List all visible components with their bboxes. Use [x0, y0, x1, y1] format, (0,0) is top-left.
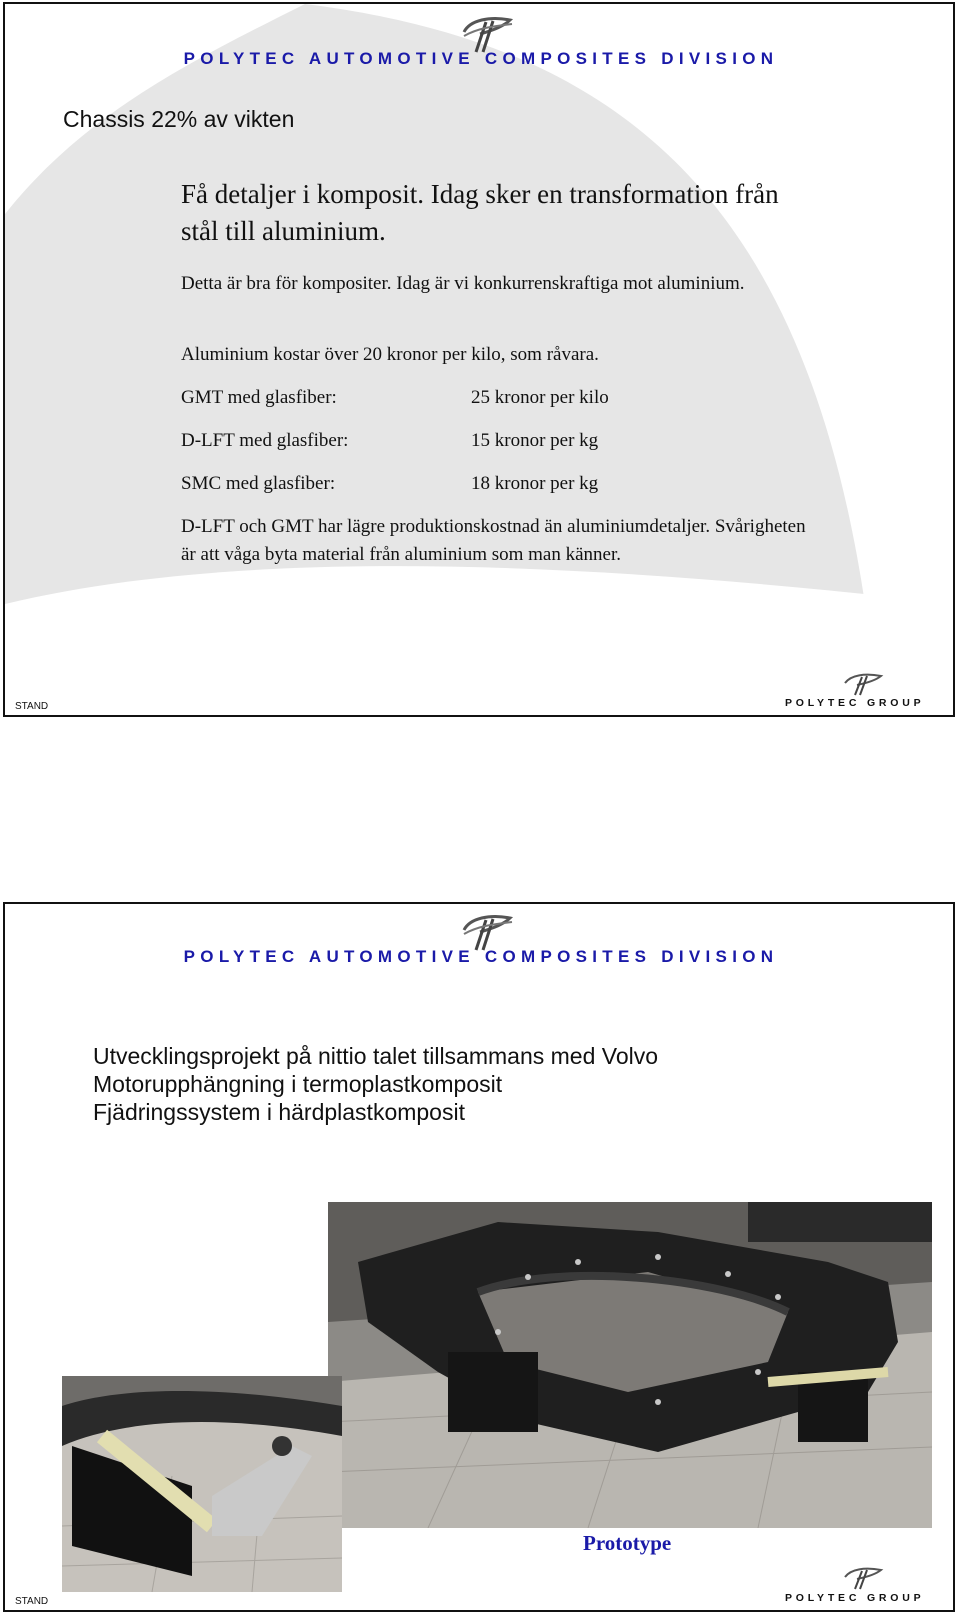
- group-name: POLYTEC GROUP: [785, 697, 925, 709]
- slide-heading: Chassis 22% av vikten: [63, 106, 295, 132]
- suspension-photo: [62, 1376, 342, 1592]
- division-title: POLYTEC AUTOMOTIVE COMPOSITES DIVISION: [183, 947, 779, 966]
- heading-line: Fjädringssystem i härdplastkomposit: [93, 1099, 465, 1125]
- material-label: D-LFT med glasfiber:: [181, 430, 349, 451]
- material-price: 15 kronor per kg: [471, 430, 599, 451]
- material-label: GMT med glasfiber:: [181, 387, 337, 408]
- subframe-photo: [328, 1202, 932, 1528]
- polytec-logo-icon: [460, 912, 516, 952]
- slide-2: [3, 902, 955, 1612]
- heading-line: Motorupphängning i termoplastkomposit: [93, 1071, 503, 1097]
- polytec-group-logo-icon: [843, 672, 885, 696]
- slide-1: [3, 2, 955, 717]
- intro-text: Få detaljer i komposit. Idag sker en transformation från stål till aluminium.: [181, 179, 779, 246]
- material-price: 25 kronor per kilo: [471, 387, 609, 408]
- stand-label: STAND: [15, 1596, 49, 1607]
- paragraph-aluminium-cost: Aluminium kostar över 20 kronor per kilo, som råvara.: [181, 344, 599, 365]
- division-title: POLYTEC AUTOMOTIVE COMPOSITES DIVISION: [183, 49, 779, 68]
- group-name: POLYTEC GROUP: [785, 1592, 925, 1604]
- heading-line: Utvecklingsprojekt på nittio talet tillsammans med Volvo: [93, 1043, 659, 1069]
- material-label: SMC med glasfiber:: [181, 473, 336, 494]
- paragraph-composites: Detta är bra för kompositer. Idag är vi konkurrenskraftiga mot aluminium.: [181, 273, 745, 294]
- material-price: 18 kronor per kg: [471, 473, 599, 494]
- slide-heading-lines: [93, 1042, 658, 1126]
- paragraph-production-cost: D-LFT och GMT har lägre produktionskostnad än aluminiumdetaljer. Svårigheten är att våga byta material från aluminium som man känner.: [181, 516, 806, 565]
- polytec-logo-icon: [460, 14, 516, 54]
- prototype-caption: Prototype: [583, 1531, 672, 1555]
- polytec-group-logo-icon: [843, 1566, 885, 1590]
- stand-label: STAND: [15, 701, 49, 712]
